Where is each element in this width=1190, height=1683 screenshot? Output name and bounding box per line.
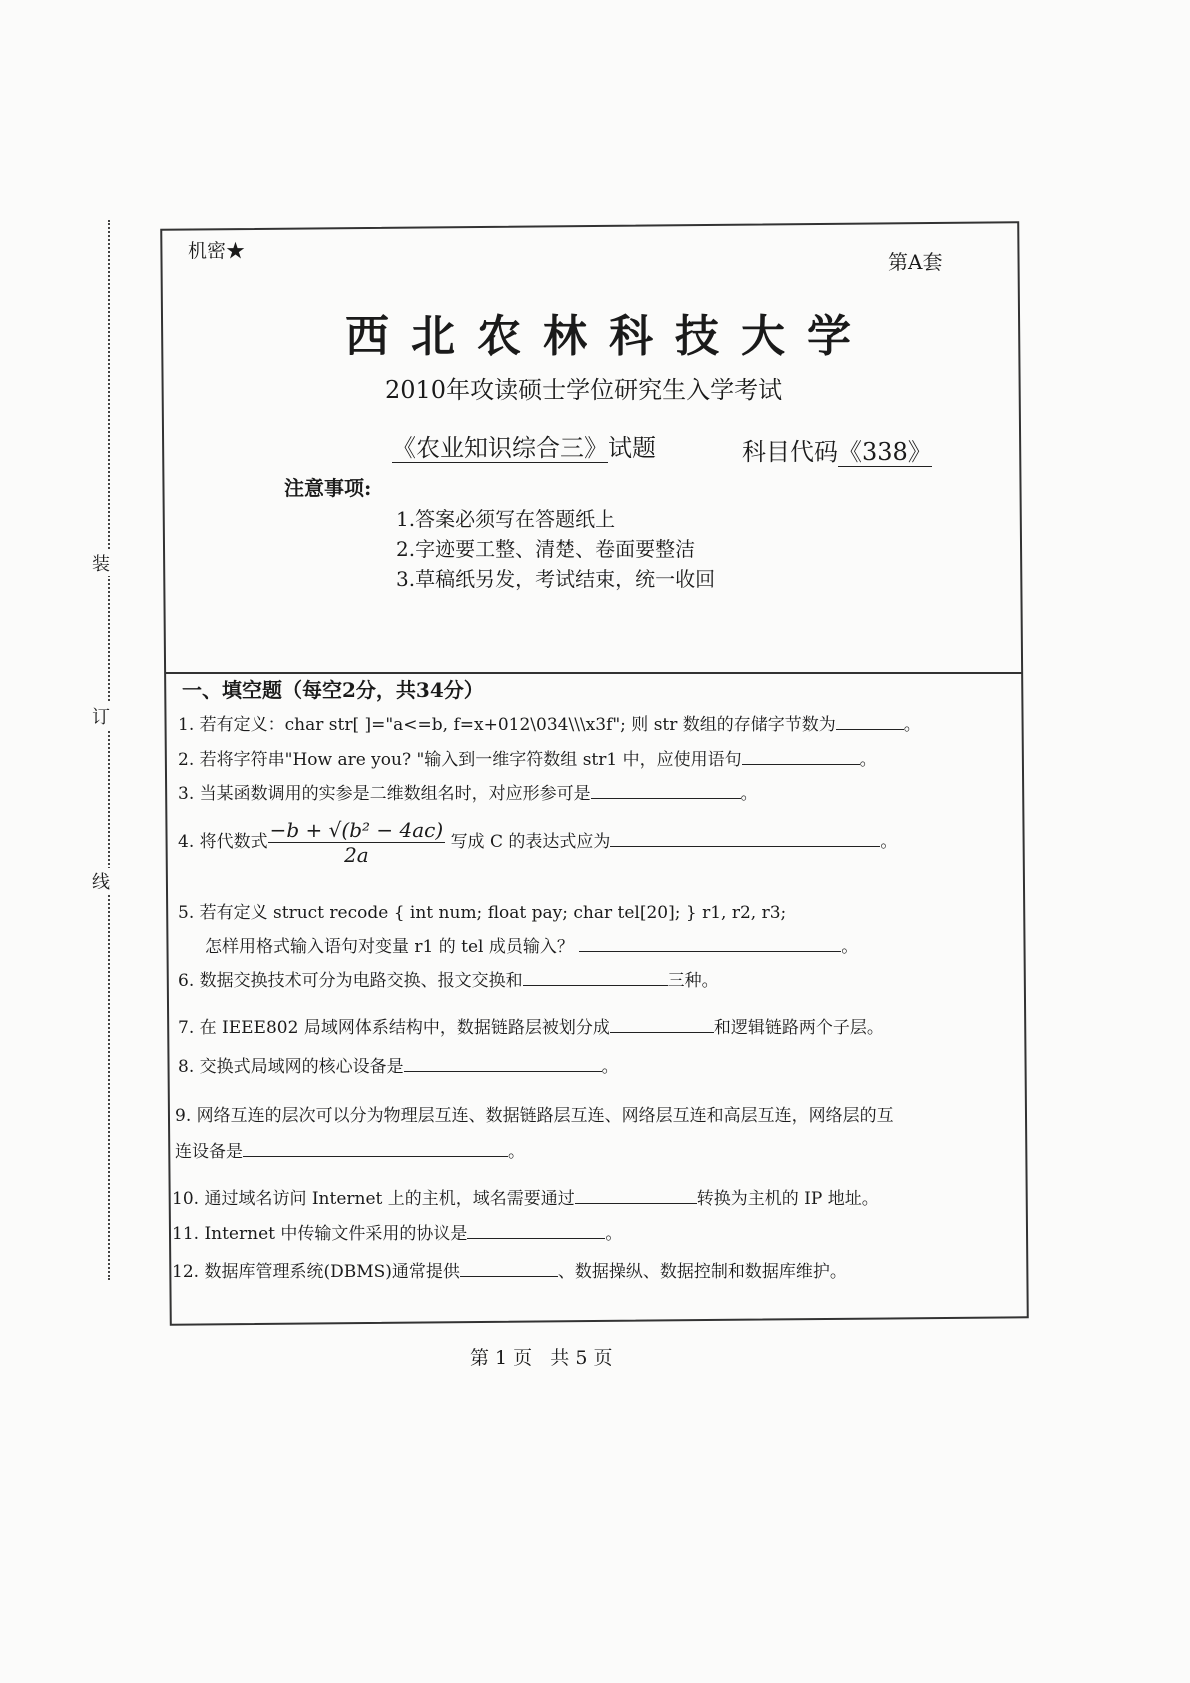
university-title: 西北农林科技大学 xyxy=(345,311,873,362)
binding-char: 订 xyxy=(92,703,110,729)
binding-char: 线 xyxy=(92,868,110,894)
question-tail: 。 xyxy=(880,832,898,852)
question-tail: 三种。 xyxy=(667,971,719,991)
question-12: 12. 数据库管理系统(DBMS)通常提供 xyxy=(172,1262,460,1282)
question-9: 9. 网络互连的层次可以分为物理层互连、数据链路层互连、网络层互连和高层互连，网络层的互 xyxy=(175,1106,894,1126)
section-title: 一、填空题（每空2分，共34分） xyxy=(182,678,484,702)
note-item: 1.答案必须写在答题纸上 xyxy=(396,507,616,531)
exam-title: 2010年攻读硕士学位研究生入学考试 xyxy=(385,376,783,404)
subject-name: 《农业知识综合三》 xyxy=(392,434,608,462)
answer-blank[interactable] xyxy=(742,747,860,765)
answer-blank[interactable] xyxy=(523,968,668,986)
question-7: 7. 在 IEEE802 局域网体系结构中，数据链路层被划分成 xyxy=(178,1018,610,1038)
quadratic-formula xyxy=(268,818,446,867)
answer-blank[interactable] xyxy=(404,1054,602,1072)
answer-blank[interactable] xyxy=(467,1221,605,1239)
notes-title: 注意事项: xyxy=(284,476,372,500)
formula-denominator: 2a xyxy=(344,843,369,867)
question-10: 10. 通过域名访问 Internet 上的主机，域名需要通过 xyxy=(172,1189,575,1209)
question-5-line2: 怎样用格式输入语句对变量 r1 的 tel 成员输入？ xyxy=(205,937,574,957)
question-tail: 。 xyxy=(841,937,859,957)
question-tail: 。 xyxy=(859,750,877,770)
page-number: 第 1 页 xyxy=(470,1347,533,1369)
answer-blank[interactable] xyxy=(243,1139,508,1157)
question-11: 11. Internet 中传输文件采用的协议是 xyxy=(172,1224,468,1244)
subject-code: 《338》 xyxy=(838,438,932,466)
question-6: 6. 数据交换技术可分为电路交换、报文交换和 xyxy=(178,971,523,991)
code-label: 科目代码 xyxy=(742,438,838,466)
question-9-line2: 连设备是 xyxy=(175,1142,243,1162)
question-5: 5. 若有定义 struct recode { int num; float pay; char tel[20]; } r1, r2, r3; xyxy=(178,903,787,923)
question-tail: 和逻辑链路两个子层。 xyxy=(713,1018,884,1038)
answer-blank[interactable] xyxy=(591,781,741,799)
answer-blank[interactable] xyxy=(460,1259,558,1277)
note-item: 3.草稿纸另发，考试结束，统一收回 xyxy=(396,567,716,591)
question-tail: 。 xyxy=(605,1224,623,1244)
question-8: 8. 交换式局域网的核心设备是 xyxy=(178,1057,404,1077)
binding-char: 装 xyxy=(92,550,110,576)
question-4: 4. 将代数式 xyxy=(178,832,268,852)
question-tail: 、数据操纵、数据控制和数据库维护。 xyxy=(557,1262,847,1282)
answer-blank[interactable] xyxy=(575,1186,697,1204)
question-2: 2. 若将字符串"How are you? "输入到一维字符数组 str1 中，应使用语句 xyxy=(178,750,742,770)
answer-blank[interactable] xyxy=(579,934,841,952)
question-tail: 转换为主机的 IP 地址。 xyxy=(696,1189,879,1209)
question-tail: 。 xyxy=(601,1057,619,1077)
answer-blank[interactable] xyxy=(836,712,904,730)
answer-blank[interactable] xyxy=(610,1015,714,1033)
question-tail: 。 xyxy=(508,1142,525,1162)
question-1: 1. 若有定义：char str[ ]="a<=b, f=x+012\034\\\x3f"; 则 str 数组的存储字节数为 xyxy=(178,715,836,735)
question-3: 3. 当某函数调用的实参是二维数组名时，对应形参可是 xyxy=(178,784,591,804)
question-tail: 。 xyxy=(740,784,758,804)
set-label: 第A套 xyxy=(888,250,943,274)
note-item: 2.字迹要工整、清楚、卷面要整洁 xyxy=(396,537,696,561)
subject-suffix: 试题 xyxy=(608,434,656,462)
page-total: 共 5 页 xyxy=(550,1347,613,1369)
secret-label: 机密★ xyxy=(188,240,246,262)
binding-line xyxy=(108,220,110,1280)
answer-blank[interactable] xyxy=(610,829,880,847)
question-mid: 写成 C 的表达式应为 xyxy=(450,832,611,852)
formula-numerator: −b + √(b² − 4ac) xyxy=(269,818,444,842)
question-tail: 。 xyxy=(903,715,921,735)
